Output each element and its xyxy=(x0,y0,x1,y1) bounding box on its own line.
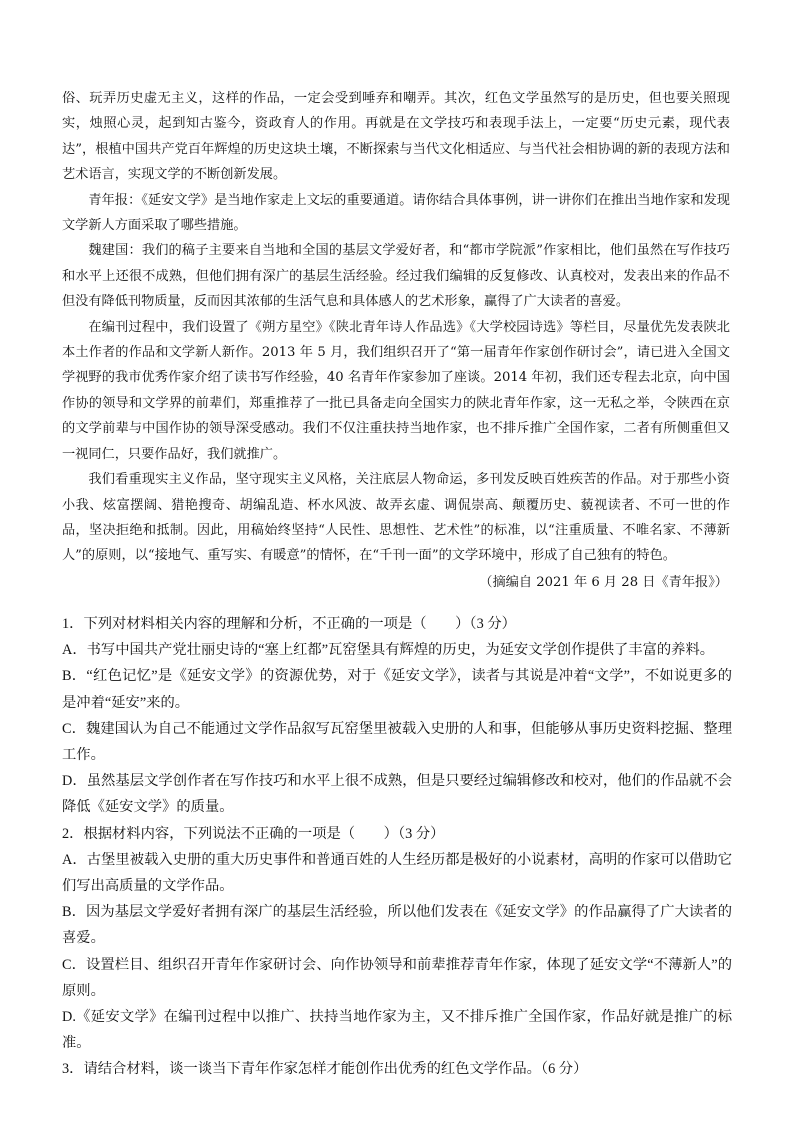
passage-paragraph: 我们看重现实主义作品，坚守现实主义风格，关注底层人物命运，多刊发反映百姓疾苦的作品。对于那些小资小我、炫富摆阔、猎艳搜奇、胡编乱造、杯水风波、故弄玄虚、调侃崇高、颠覆历史、藐视读者、不可一世的作品，坚决拒绝和抵制。因此，用稿始终坚持“人民性、思想性、艺术性”的标准，以“注重质量、不唯名家、不薄新人”的原则，以“接地气、重写实、有暖意”的情怀，在“千刊一面”的文学环境中，形成了自己独有的特色。 xyxy=(62,472,730,564)
question-option: C．魏建国认为自己不能通过文学作品叙写瓦窑堡里被载入史册的人和事，但能够从事历史资料挖掘、整理工作。 xyxy=(62,720,732,764)
passage-paragraph: 青年报：《延安文学》是当地作家走上文坛的重要通道。请你结合具体事例，讲一讲你们在推出当地作家和发现文学新人方面采取了哪些措施。 xyxy=(62,192,730,234)
question-stem: 1．下列对材料相关内容的理解和分析，不正确的一项是（ ）（3 分） xyxy=(62,616,516,632)
question-option: A．书写中国共产党壮丽史诗的“塞上红都”瓦窑堡具有辉煌的历史，为延安文学创作提供了丰富的养料。 xyxy=(62,642,715,659)
question-option: B．因为基层文学爱好者拥有深广的基层生活经验，所以他们发表在《延安文学》的作品赢得了广大读者的喜爱。 xyxy=(62,904,732,947)
question-option: D．虽然基层文学创作者在写作技巧和水平上很不成熟，但是只要经过编辑修改和校对，他们的作品就不会降低《延安文学》的质量。 xyxy=(62,773,732,816)
question-option: B．“红色记忆”是《延安文学》的资源优势，对于《延安文学》，读者与其说是冲着“文学”，不如说更多的是冲着“延安”来的。 xyxy=(62,668,732,711)
question-stem: 3．请结合材料，谈一谈当下青年作家怎样才能创作出优秀的红色文学作品。（6 分） xyxy=(62,1061,588,1078)
reading-passage xyxy=(62,86,730,595)
question-option: C．设置栏目、组织召开青年作家研讨会、向作协领导和前辈推荐青年作家，体现了延安文学“不薄新人”的原则。 xyxy=(62,956,732,999)
question-list xyxy=(62,611,732,1083)
question-option: A．古堡里被载入史册的重大历史事件和普通百姓的人生经历都是极好的小说素材，高明的作家可以借助它们写出高质量的文学作品。 xyxy=(62,851,732,895)
passage-paragraph: 在编刊过程中，我们设置了《朔方星空》《陕北青年诗人作品选》《大学校园诗选》等栏目，尽量优先发表陕北本土作者的作品和文学新人新作。2013 年 5 月，我们组织召开了“第一届青年作家创作研讨会”，请已进入全国文学视野的我市优秀作家介绍了读书写作经验，40 名青年作家参加了座谈。2014 年初，我们还专程去北京，向中国作协的领导和文学界的前辈们，郑重推荐了一批已具备走向全国实力的陕北青年作家，这一无私之举，令陕西在京的文学前辈与中国作协的领导深受感动。我们不仅注重扶持当地作家，也不排斥推广全国作家，二者有所侧重但又一视同仁，只要作品好，我们就推广。 xyxy=(62,319,730,462)
question-stem: 2．根据材料内容，下列说法不正确的一项是（ ）（3 分） xyxy=(62,825,445,842)
question-option: D.《延安文学》在编刊过程中以推广、扶持当地作家为主，又不排斥推广全国作家，作品好就是推广的标准。 xyxy=(62,1009,732,1052)
passage-source: （摘编自 2021 年 6 月 28 日《青年报》） xyxy=(479,574,728,590)
passage-paragraph: 俗、玩弄历史虚无主义，这样的作品，一定会受到唾弃和嘲弄。其次，红色文学虽然写的是历史，但也要关照现实，烛照心灵，起到知古鉴今，资政育人的作用。再就是在文学技巧和表现手法上，一定要“历史元素，现代表达”，根植中国共产党百年辉煌的历史这块土壤，不断探索与当代文化相适应、与当代社会相协调的新的表现方法和艺术语言，实现文学的不断创新发展。 xyxy=(62,91,730,183)
passage-paragraph: 魏建国：我们的稿子主要来自当地和全国的基层文学爱好者，和“都市学院派”作家相比，他们虽然在写作技巧和水平上还很不成熟，但他们拥有深广的基层生活经验。经过我们编辑的反复修改、认真校对，发表出来的作品不但没有降低刊物质量，反而因其浓郁的生活气息和具体感人的艺术形象，赢得了广大读者的喜爱。 xyxy=(62,243,730,310)
